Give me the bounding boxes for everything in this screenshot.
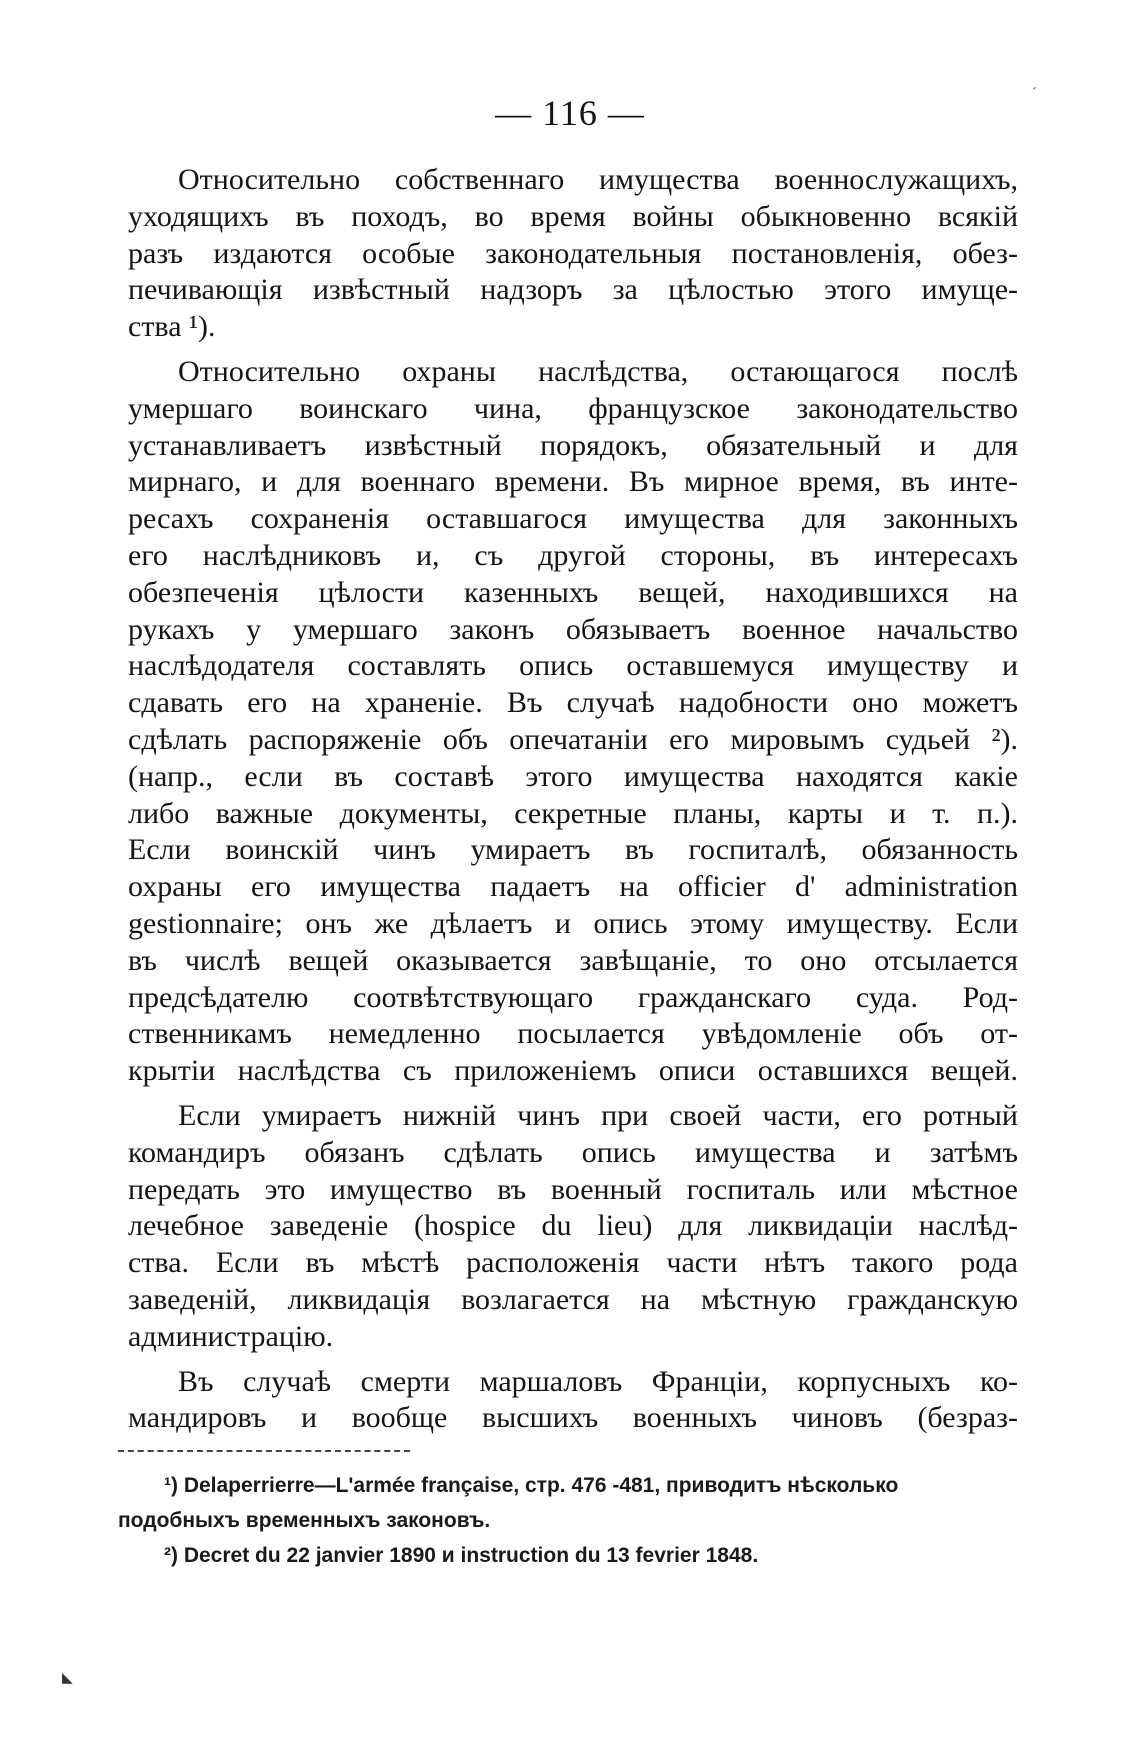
text-line: сдѣлать распоряженіе объ опечатаніи его мировымъ судьей ²).	[128, 722, 1018, 756]
text-line: крытіи наслѣдства съ приложеніемъ описи оставшихся вещей.	[128, 1054, 1018, 1088]
paragraph	[128, 162, 1018, 346]
text-line: ства. Если въ мѣстѣ расположенія части нѣтъ такого рода	[128, 1246, 1018, 1280]
text-line: обезпеченія цѣлости казенныхъ вещей, находившихся на	[128, 575, 1018, 609]
text-line: охраны его имущества падаетъ на officier d' administration	[128, 870, 1018, 904]
paragraph	[128, 1364, 1018, 1438]
text-line: предсѣдателю соотвѣтствующаго гражданскаго суда. Род-	[128, 980, 1018, 1014]
text-line: наслѣдодателя составлять опись оставшемуся имуществу и	[128, 649, 1018, 683]
text-line: печивающія извѣстный надзоръ за цѣлостью этого имуще-	[128, 273, 1018, 307]
footnote-line: ²) Decret du 22 janvier 1890 и instruction du 13 fevrier 1848.	[164, 1544, 759, 1567]
text-line: Если умираетъ нижній чинъ при своей части, его ротный	[178, 1098, 1018, 1132]
text-line: его наслѣдниковъ и, съ другой стороны, въ интересахъ	[128, 538, 1018, 572]
text-line: умершаго воинскаго чина, французское законодательство	[128, 391, 1018, 425]
corner-mark-icon: ◣	[62, 1671, 73, 1686]
footnote-line: подобныхъ временныхъ законовъ.	[118, 1509, 491, 1532]
text-line: либо важные документы, секретные планы, карты и т. п.).	[128, 796, 1018, 830]
footnote-separator	[118, 1450, 410, 1452]
text-line: gestionnaire; онъ же дѣлаетъ и опись этому имуществу. Если	[128, 906, 1018, 940]
text-line: передать это имущество въ военный госпиталь или мѣстное	[128, 1172, 1018, 1206]
page-number: — 116 —	[495, 93, 645, 133]
text-line: ственникамъ немедленно посылается увѣдомленіе объ от-	[128, 1017, 1018, 1051]
text-line: лечебное заведеніе (hospice du lieu) для ликвидаціи наслѣд-	[128, 1209, 1018, 1243]
text-line: Относительно собственнаго имущества военнослужащихъ,	[178, 163, 1018, 196]
text-line: Относительно охраны наслѣдства, остающагося послѣ	[178, 354, 1018, 388]
text-line: администрацію.	[128, 1319, 334, 1353]
text-line: ства ¹).	[128, 310, 216, 344]
paragraph	[128, 1098, 1018, 1356]
main-text	[128, 162, 1018, 1437]
text-line: мандировъ и вообще высшихъ военныхъ чиновъ (безраз-	[128, 1401, 1018, 1435]
text-line: Въ случаѣ смерти маршаловъ Франціи, корпусныхъ ко-	[178, 1364, 1018, 1398]
footnote-1	[118, 1468, 1038, 1538]
footnotes	[118, 1468, 1038, 1573]
text-line: мирнаго, и для военнаго времени. Въ мирное время, въ инте-	[128, 465, 1018, 499]
text-line: командиръ обязанъ сдѣлать опись имущества и затѣмъ	[128, 1135, 1018, 1169]
margin-speck: ˊ	[1032, 86, 1037, 101]
text-line: Если воинскій чинъ умираетъ въ госпиталѣ, обязанность	[128, 833, 1018, 867]
footnote-line: ¹) Delaperrierre—L'armée française, стр. 476 -481, приводитъ нѣсколько	[164, 1474, 899, 1497]
text-line: заведеній, ликвидація возлагается на мѣстную гражданскую	[128, 1282, 1018, 1316]
text-line: уходящихъ въ походъ, во время войны обыкновенно всякій	[128, 199, 1018, 233]
text-line: сдавать его на храненіе. Въ случаѣ надобности оно можетъ	[128, 686, 1018, 720]
text-line: (напр., если въ составѣ этого имущества находятся какіе	[128, 759, 1018, 793]
text-line: рукахъ у умершаго законъ обязываетъ военное начальство	[128, 612, 1018, 646]
text-line: устанавливаетъ извѣстный порядокъ, обязательный и для	[128, 428, 1018, 462]
paragraph	[128, 354, 1018, 1090]
text-line: въ числѣ вещей оказывается завѣщаніе, то оно отсылается	[128, 943, 1018, 977]
text-line: ресахъ сохраненія оставшагося имущества для законныхъ	[128, 502, 1018, 536]
footnote-2	[118, 1538, 1038, 1573]
text-line: разъ издаются особые законодательныя постановленія, обез-	[128, 236, 1018, 270]
